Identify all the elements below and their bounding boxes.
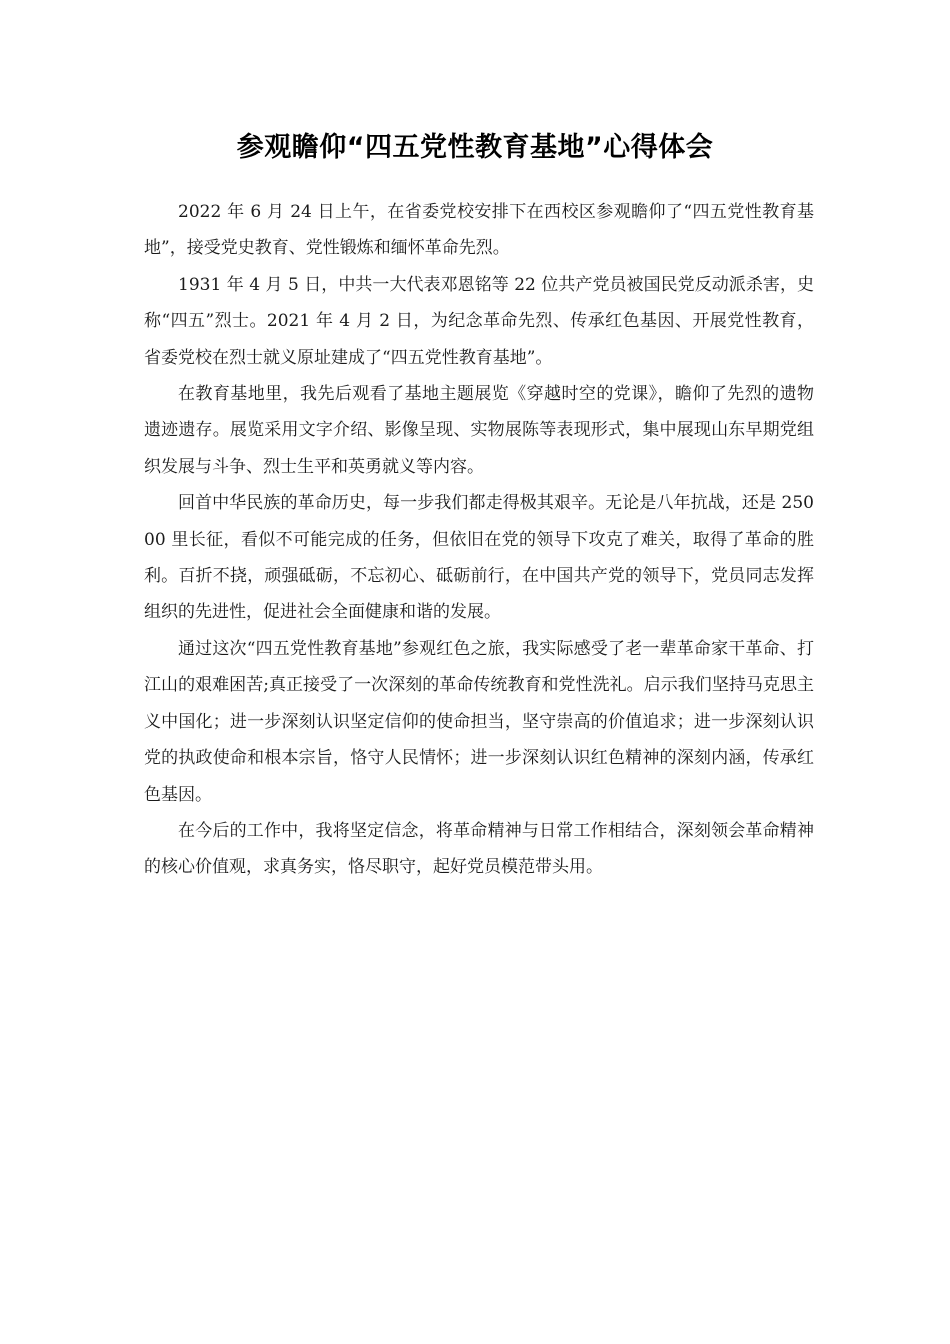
paragraph: 1931 年 4 月 5 日，中共一大代表邓恩铭等 22 位共产党员被国民党反动派杀害，史称“四五”烈士。2021 年 4 月 2 日，为纪念革命先烈、传承红色基因、开展党性教育，省委党校在烈士就义原址建成了“四五党性教育基地”。 (144, 274, 814, 368)
document-body (144, 194, 814, 886)
paragraph: 通过这次“四五党性教育基地”参观红色之旅，我实际感受了老一辈革命家干革命、打江山的艰难困苦;真正接受了一次深刻的革命传统教育和党性洗礼。启示我们坚持马克思主义中国化；进一步深刻认识坚定信仰的使命担当，坚守崇高的价值追求；进一步深刻认识党的执政使命和根本宗旨，恪守人民情怀；进一步深刻认识红色精神的深刻内涵，传承红色基因。 (144, 638, 814, 805)
paragraph: 2022 年 6 月 24 日上午，在省委党校安排下在西校区参观瞻仰了“四五党性教育基地”，接受党史教育、党性锻炼和缅怀革命先烈。 (144, 202, 814, 259)
paragraph: 在今后的工作中，我将坚定信念，将革命精神与日常工作相结合，深刻领会革命精神的核心价值观，求真务实，恪尽职守，起好党员模范带头用。 (144, 820, 814, 878)
paragraph: 在教育基地里，我先后观看了基地主题展览《穿越时空的党课》，瞻仰了先烈的遗物遗迹遗存。展览采用文字介绍、影像呈现、实物展陈等表现形式，集中展现山东早期党组织发展与斗争、烈士生平和英勇就义等内容。 (144, 384, 814, 477)
document-title: 参观瞻仰“四五党性教育基地”心得体会 (236, 132, 714, 163)
paragraph: 回首中华民族的革命历史，每一步我们都走得极其艰辛。无论是八年抗战，还是 25000 里长征，看似不可能完成的任务，但依旧在党的领导下攻克了难关，取得了革命的胜利。百折不挠，顽强砥砺，不忘初心、砥砺前行，在中国共产党的领导下，党员同志发挥组织的先进性，促进社会全面健康和谐的发展。 (144, 493, 814, 623)
